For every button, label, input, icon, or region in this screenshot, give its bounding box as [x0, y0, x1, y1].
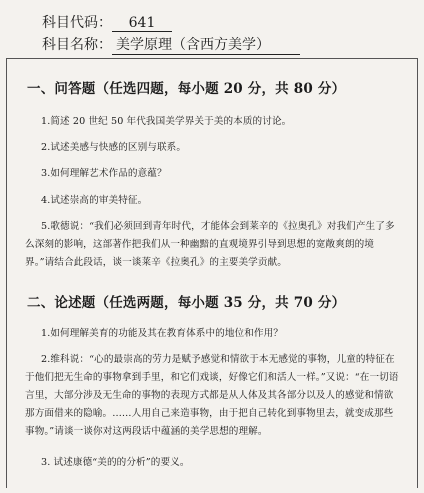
- section-1-question-5: 5.歌德说：“我们必须回到青年时代，才能体会到莱辛的《拉奥孔》对我们产生了多么深刻的影响，这部著作把我们从一种幽黯的直观境界引导到思想的宽敞爽朗的境界。”请结合此段话，谈一谈莱辛《拉奥孔》的主要美学贡献。: [25, 221, 395, 268]
- exam-question-box: [6, 58, 418, 488]
- subject-name-label: 科目名称：: [42, 37, 112, 53]
- section-2-question-1: 1.如何理解美育的功能及其在教育体系中的地位和作用？: [41, 328, 284, 339]
- section-2-question-2: 2.维科说：“心的最崇高的劳力是赋予感觉和情欲于本无感觉的事物，儿童的特征在于他们把无生命的事物拿到手里，和它们戏谈，好像它们和活人一样。”又说：“在一切语言里，大部分涉及无生命的事物的表现方式都是从人体及其各部分以及人的感觉和情欲那方面借来的隐喻。……人用自己来造事物，由于把自己转化到事物里去，就变成那些事物。”请谈一谈你对这两段话中蕴涵的美学思想的理解。: [25, 354, 399, 437]
- section-1-title: 一、问答题（任选四题，每小题 20 分，共 80 分）: [27, 81, 346, 97]
- subject-name-value: 美学原理（含西方美学）: [112, 34, 300, 55]
- subject-code-value: 641: [112, 15, 172, 32]
- subject-code-row: [42, 12, 172, 32]
- section-1-question-3: 3.如何理解艺术作品的意蕴？: [41, 168, 167, 179]
- section-2-title: 二、论述题（任选两题，每小题 35 分，共 70 分）: [27, 295, 346, 311]
- subject-name-row: [42, 34, 300, 55]
- subject-code-label: 科目代码：: [42, 15, 112, 31]
- section-1-question-1: 1.简述 20 世纪 50 年代我国美学界关于美的本质的讨论。: [41, 116, 292, 127]
- section-1-question-4: 4.试述崇高的审美特征。: [41, 195, 148, 206]
- section-1-question-2: 2.试述美感与快感的区别与联系。: [41, 142, 187, 153]
- section-2-question-3: 3. 试述康德“美的的分析”的要义。: [41, 457, 190, 468]
